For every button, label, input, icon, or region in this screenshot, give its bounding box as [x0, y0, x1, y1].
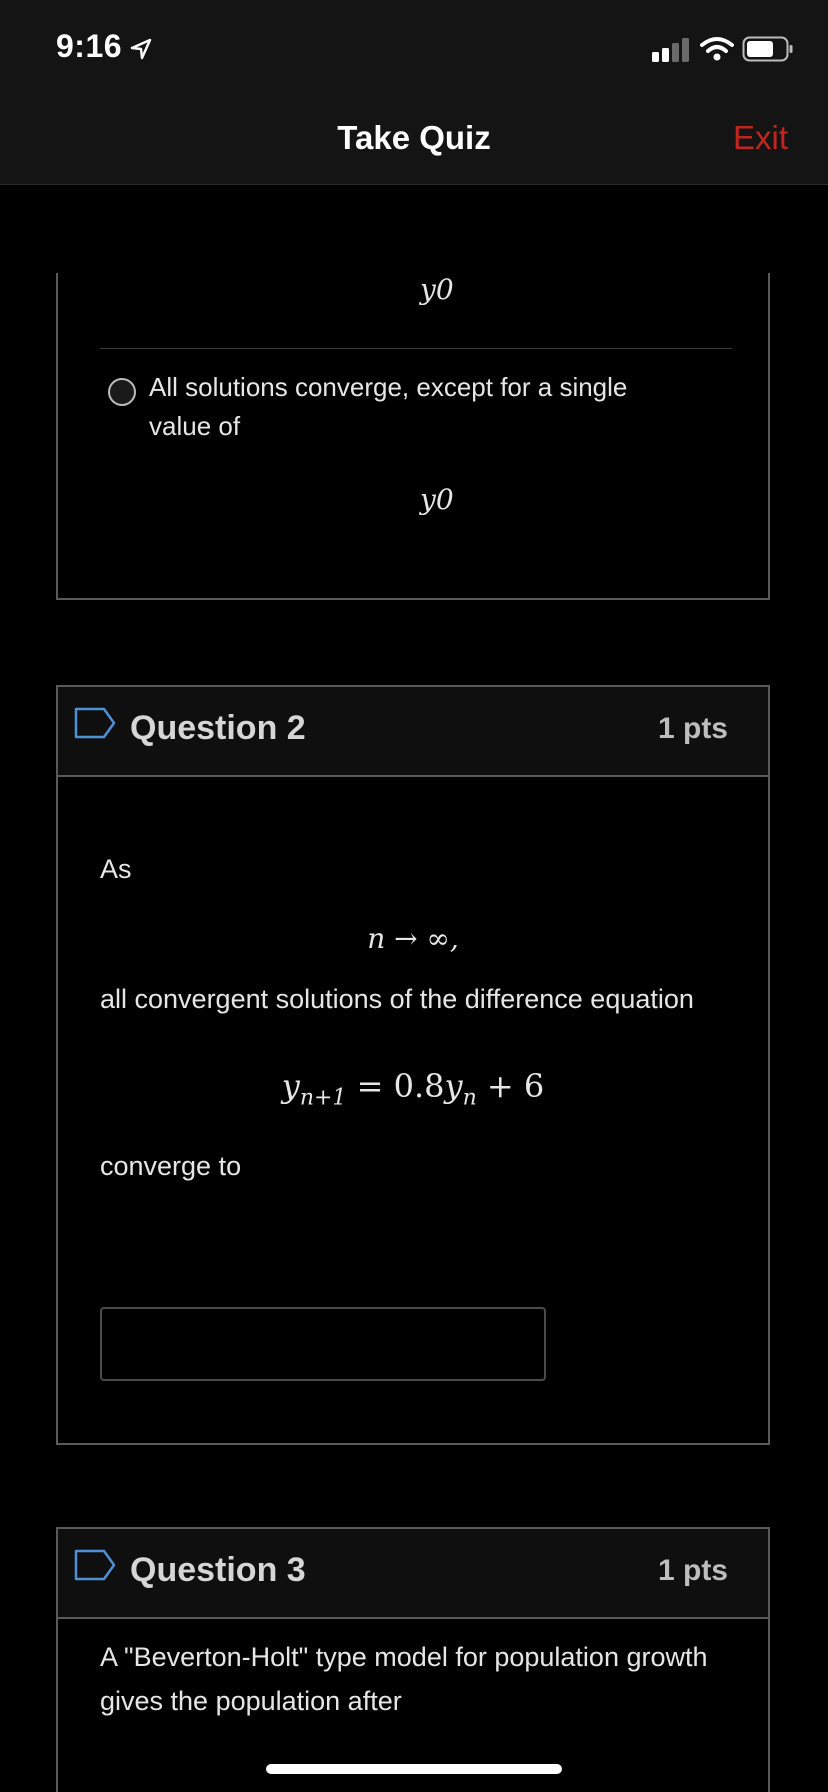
math-y0: y0	[420, 483, 454, 516]
question-title: Question 3	[130, 1551, 306, 1589]
question-title: Question 2	[130, 709, 306, 747]
math-y0: y0	[420, 273, 454, 306]
math-equation: $y_{n+1} = 0.8y_n + 6$	[281, 1067, 545, 1111]
option-divider	[100, 348, 732, 349]
question-header	[58, 687, 768, 777]
math-limit: n → ∞,	[367, 922, 459, 955]
question-text: A "Beverton-Holt" type model for population growth gives the population after	[100, 1642, 708, 1716]
location-arrow-icon	[130, 38, 152, 60]
page-title: Take Quiz	[337, 119, 491, 156]
answer-input[interactable]	[100, 1307, 546, 1381]
question-text-converge: converge to	[100, 1151, 242, 1181]
question-header	[58, 1529, 768, 1619]
status-time: 9:16	[56, 28, 123, 64]
battery-icon	[742, 36, 794, 62]
quiz-content[interactable]	[0, 185, 828, 1792]
cellular-signal-icon	[652, 38, 690, 62]
question-text-intro: As	[100, 854, 132, 884]
answer-radio-button[interactable]	[108, 378, 136, 406]
flag-question-icon[interactable]	[74, 1549, 116, 1581]
question-2-card	[56, 685, 770, 1445]
home-indicator[interactable]	[266, 1764, 562, 1774]
question-3-card	[56, 1527, 770, 1792]
wifi-icon	[700, 36, 734, 62]
question-points: 1 pts	[657, 1554, 728, 1587]
flag-question-icon[interactable]	[74, 707, 116, 739]
exit-button[interactable]: Exit	[732, 119, 788, 156]
status-bar	[0, 0, 828, 95]
answer-option-label[interactable]: All solutions converge, except for a single value of	[149, 372, 628, 441]
question-text: all convergent solutions of the difference equation	[100, 984, 694, 1014]
question-points: 1 pts	[657, 712, 728, 745]
question-1-card	[56, 273, 770, 600]
nav-bar	[0, 95, 828, 185]
